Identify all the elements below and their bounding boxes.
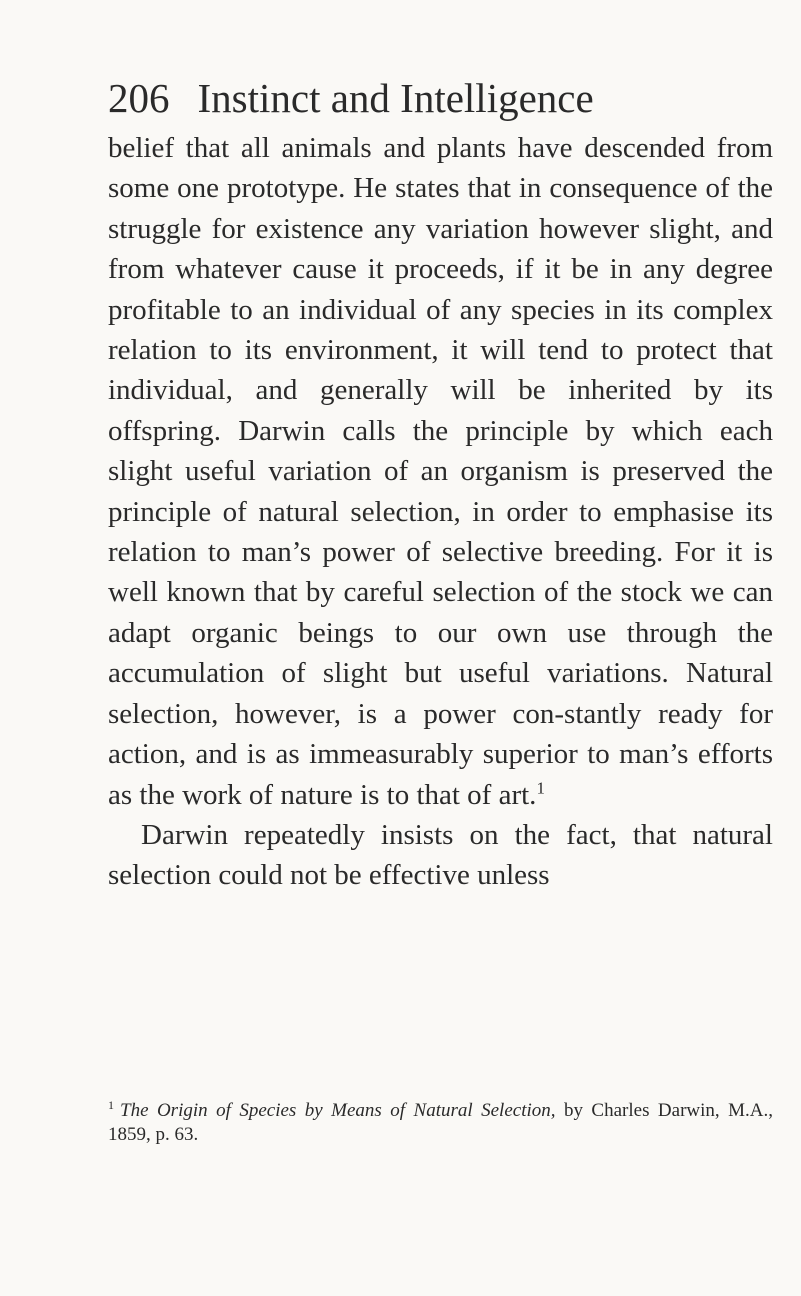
- running-header: [108, 74, 698, 122]
- footnote-citation: by Charles Darwin, M.A., 1859, p. 63.: [108, 1100, 773, 1145]
- paragraph-text: Darwin repeatedly insists on the fact, that natural selection could not be effective unless: [108, 818, 773, 892]
- page-number: 206: [108, 75, 170, 121]
- footnote: [108, 1099, 773, 1147]
- paragraph: [108, 128, 773, 815]
- body-text: [108, 128, 773, 896]
- paragraph-text: belief that all animals and plants have descended from some one prototype. He states that in consequence of the struggle for existence any variation however slight, and from whatever cause it proceeds, if it be in any degree profitable to an individual of any species in its complex relation to its environment, it will tend to protect that individual, and generally will be inherited by its offspring. Darwin calls the principle by which each slight useful variation of an organism is preserved the principle of natural selection, in order to emphasise its relation to man’s power of selective breeding. For it is well known that by careful selection of the stock we can adapt organic beings to our own use through the accumulation of slight but useful variations. Natural selection, however, is a power con-stantly ready for action, and is as immeasurably superior to man’s efforts as the work of nature is to that of art.: [108, 132, 773, 811]
- paragraph: [108, 815, 773, 896]
- footnote-marker: 1: [108, 1097, 114, 1112]
- footnote-reference: 1: [536, 777, 545, 797]
- footnote-cited-title: The Origin of Species by Means of Natural Selection,: [120, 1100, 556, 1121]
- running-title: Instinct and Intelligence: [197, 75, 594, 121]
